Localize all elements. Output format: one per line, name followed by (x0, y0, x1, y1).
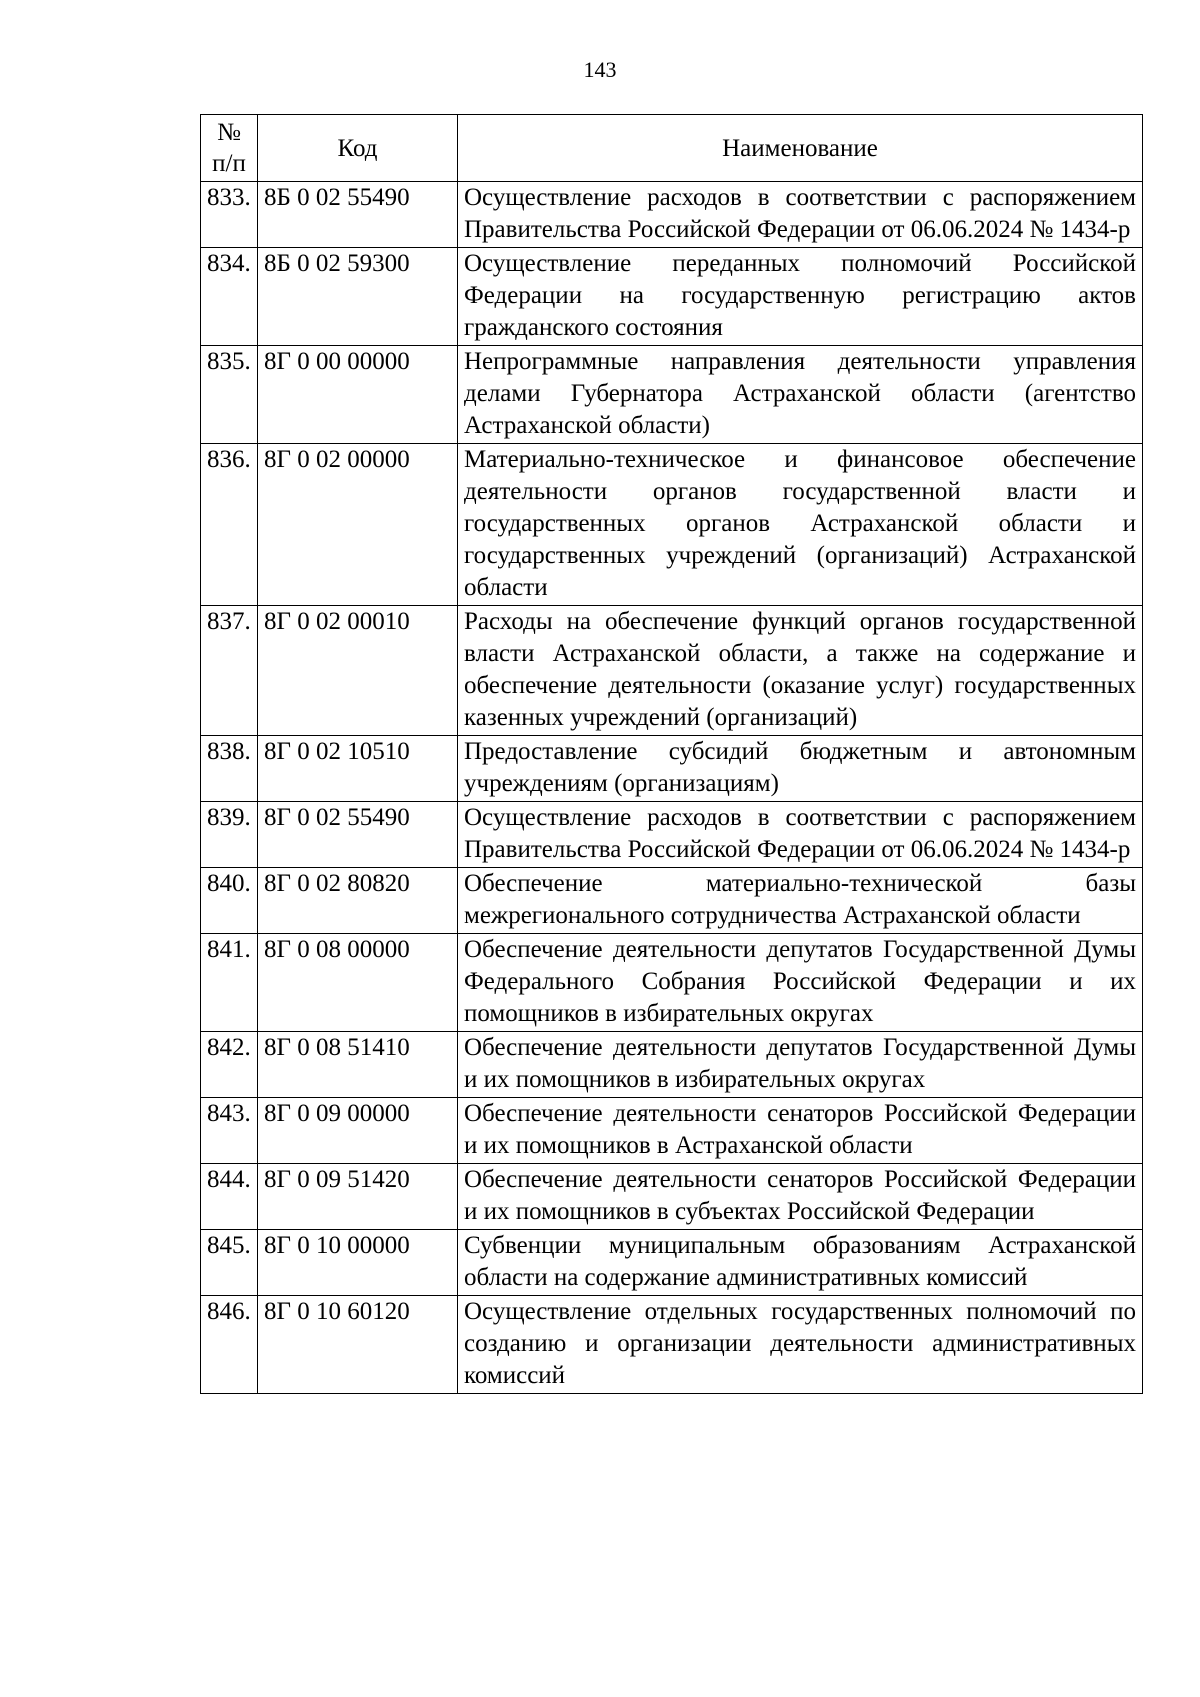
row-name: Обеспечение деятельности сенаторов Российской Федерации и их помощников в Астраханской области (458, 1098, 1143, 1164)
row-number: 846. (201, 1296, 258, 1394)
row-number: 839. (201, 802, 258, 868)
row-code: 8Г 0 00 00000 (258, 346, 458, 444)
row-number: 845. (201, 1230, 258, 1296)
row-code: 8Г 0 10 00000 (258, 1230, 458, 1296)
row-name: Субвенции муниципальным образованиям Астраханской области на содержание административных комиссий (458, 1230, 1143, 1296)
row-code: 8Г 0 09 00000 (258, 1098, 458, 1164)
table-row (201, 868, 1143, 934)
row-code: 8Г 0 09 51420 (258, 1164, 458, 1230)
row-name: Обеспечение деятельности депутатов Государственной Думы Федерального Собрания Российской Федерации и их помощников в избирательных округах (458, 934, 1143, 1032)
row-number: 841. (201, 934, 258, 1032)
row-name: Предоставление субсидий бюджетным и автономным учреждениям (организациям) (458, 736, 1143, 802)
row-code: 8Б 0 02 59300 (258, 248, 458, 346)
row-code: 8Г 0 08 00000 (258, 934, 458, 1032)
row-name: Осуществление отдельных государственных полномочий по созданию и организации деятельности административных комиссий (458, 1296, 1143, 1394)
row-number: 844. (201, 1164, 258, 1230)
table-row (201, 736, 1143, 802)
table-row (201, 1296, 1143, 1394)
row-number: 840. (201, 868, 258, 934)
page-number: 143 (583, 57, 617, 82)
row-code: 8Г 0 10 60120 (258, 1296, 458, 1394)
row-number: 833. (201, 182, 258, 248)
table-row (201, 934, 1143, 1032)
row-name: Материально-техническое и финансовое обеспечение деятельности органов государственной власти и государственных органов Астраханской области и государственных учреждений (организаций) Астраханской области (458, 444, 1143, 606)
row-number: 838. (201, 736, 258, 802)
table-row (201, 1230, 1143, 1296)
table-row (201, 1032, 1143, 1098)
row-number: 842. (201, 1032, 258, 1098)
row-code: 8Г 0 02 00000 (258, 444, 458, 606)
row-number: 834. (201, 248, 258, 346)
row-code: 8Г 0 02 00010 (258, 606, 458, 736)
row-name: Обеспечение деятельности сенаторов Российской Федерации и их помощников в субъектах Российской Федерации (458, 1164, 1143, 1230)
row-code: 8Г 0 08 51410 (258, 1032, 458, 1098)
row-name: Обеспечение материально-технической базы межрегионального сотрудничества Астраханской области (458, 868, 1143, 934)
row-code: 8Г 0 02 80820 (258, 868, 458, 934)
row-number: 836. (201, 444, 258, 606)
header-code: Код (258, 115, 458, 182)
row-code: 8Г 0 02 55490 (258, 802, 458, 868)
header-name: Наименование (458, 115, 1143, 182)
row-name: Осуществление расходов в соответствии с распоряжением Правительства Российской Федерации от 06.06.2024 № 1434-р (458, 182, 1143, 248)
table-row (201, 444, 1143, 606)
row-number: 835. (201, 346, 258, 444)
table-row (201, 1164, 1143, 1230)
row-name: Осуществление расходов в соответствии с распоряжением Правительства Российской Федерации от 06.06.2024 № 1434-р (458, 802, 1143, 868)
row-name: Непрограммные направления деятельности управления делами Губернатора Астраханской области (агентство Астраханской области) (458, 346, 1143, 444)
row-number: 837. (201, 606, 258, 736)
row-name: Осуществление переданных полномочий Российской Федерации на государственную регистрацию актов гражданского состояния (458, 248, 1143, 346)
budget-codes-table (200, 114, 1143, 1394)
header-number: № п/п (201, 115, 258, 182)
table-row (201, 248, 1143, 346)
row-code: 8Б 0 02 55490 (258, 182, 458, 248)
row-code: 8Г 0 02 10510 (258, 736, 458, 802)
table-row (201, 346, 1143, 444)
table-header-row (201, 115, 1143, 182)
row-name: Обеспечение деятельности депутатов Государственной Думы и их помощников в избирательных округах (458, 1032, 1143, 1098)
table-row (201, 1098, 1143, 1164)
table-row (201, 606, 1143, 736)
table-row (201, 182, 1143, 248)
row-number: 843. (201, 1098, 258, 1164)
row-name: Расходы на обеспечение функций органов государственной власти Астраханской области, а также на содержание и обеспечение деятельности (оказание услуг) государственных казенных учреждений (организаций) (458, 606, 1143, 736)
table-row (201, 802, 1143, 868)
